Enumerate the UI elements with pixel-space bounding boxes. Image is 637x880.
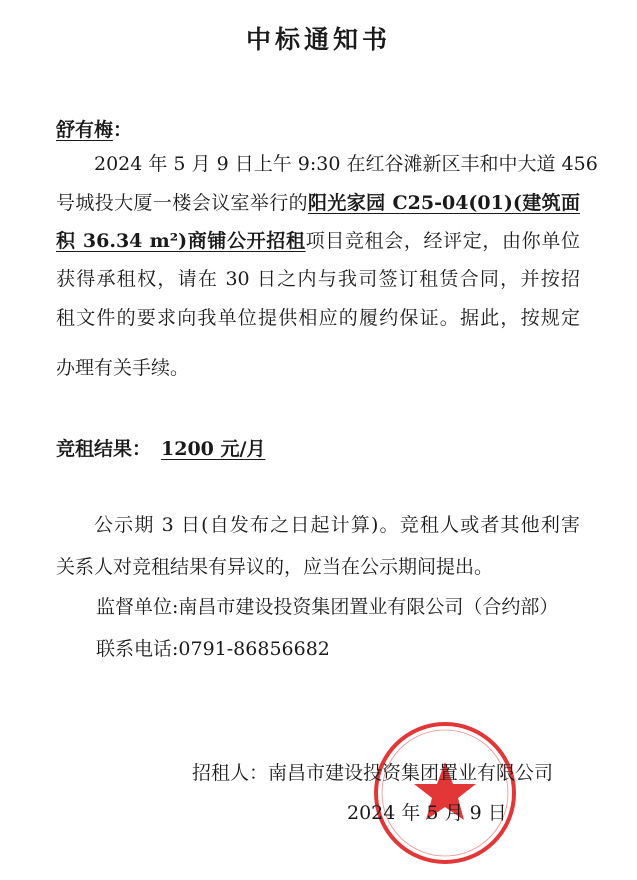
result-line <box>56 437 580 461</box>
recipient-name: 舒有梅 <box>56 119 114 141</box>
para1-line4: 获得承租权，请在 30 日之内与我司签订租赁合同，并按招 <box>56 268 580 290</box>
para1-line1: 2024 年 5 月 9 日上午 9:30 在红谷滩新区丰和中大道 456 <box>94 153 598 175</box>
result-value: 1200 元/月 <box>161 438 266 460</box>
project-name-part1: 阳光家园 C25-04(01)(建筑面 <box>308 192 580 214</box>
para2-line1: 公示期 3 日(自发布之日起计算)。竞租人或者其他利害 <box>94 514 580 536</box>
project-name-part2: 积 36.34 m²)商铺公开招租 <box>56 230 306 252</box>
phone-line: 联系电话:0791-86856682 <box>96 638 330 660</box>
date-line: 2024 年 5 月 9 日 <box>347 802 507 824</box>
text: 项目竞租会，经评定，由你单位 <box>305 230 580 252</box>
para1-line2 <box>56 191 580 215</box>
signer-line: 招租人：南昌市建设投资集团置业有限公司 <box>192 762 554 784</box>
company-seal-stamp <box>372 720 518 866</box>
supervisor-line: 监督单位:南昌市建设投资集团置业有限公司（合约部） <box>96 596 559 618</box>
text: 号城投大厦一楼会议室举行的 <box>56 192 308 214</box>
para1-line3 <box>56 229 580 253</box>
recipient-suffix: ： <box>113 119 133 141</box>
para1-line6: 办理有关手续。 <box>56 357 190 379</box>
para1-line5: 租文件的要求向我单位提供相应的履约保证。据此，按规定 <box>56 307 580 329</box>
page-title: 中标通知书 <box>245 25 391 54</box>
result-label: 竞租结果： <box>56 438 152 460</box>
para2-line2: 关系人对竞租结果有异议的，应当在公示期间提出。 <box>56 556 494 578</box>
recipient-line <box>56 118 580 142</box>
